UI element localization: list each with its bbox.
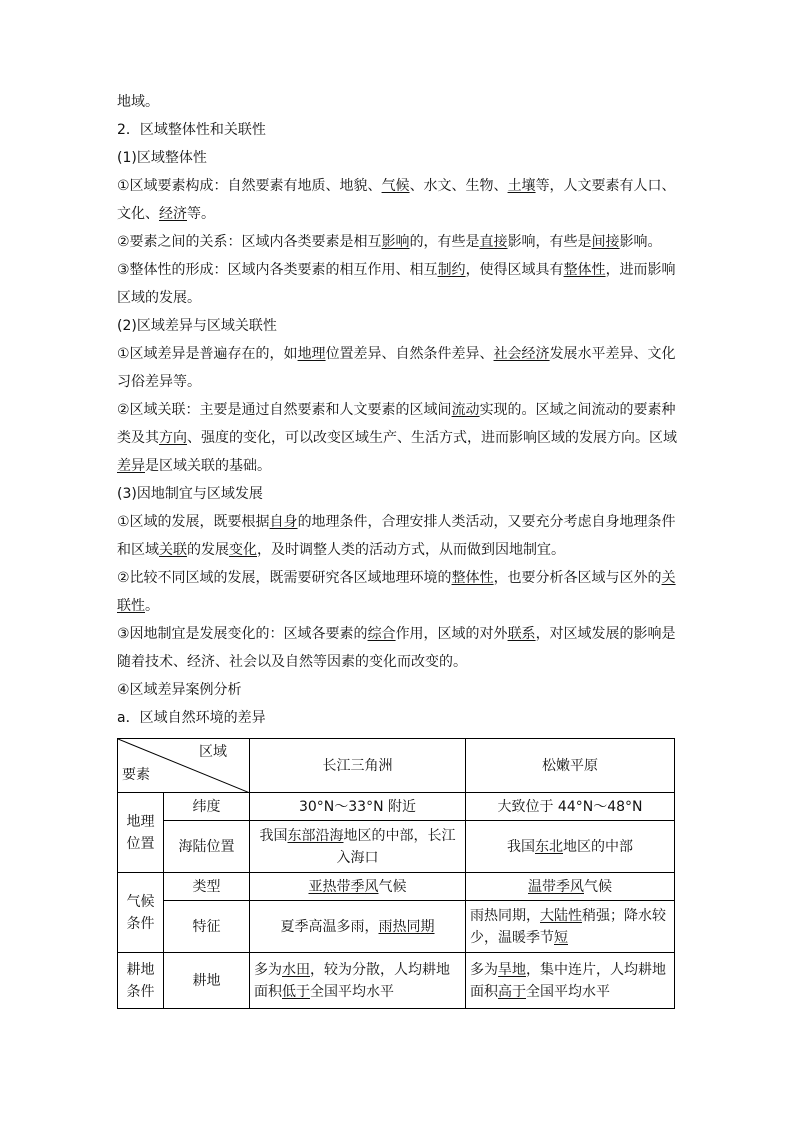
text-line <box>117 396 677 424</box>
underlined-term: 土壤 <box>507 178 536 194</box>
underlined-term: 东北 <box>535 838 563 855</box>
text-fragment: ，集中连片，人均耕地面积 <box>470 961 666 1000</box>
text-fragment: ，进而影响 <box>605 262 676 278</box>
text-line: 习俗差异等。 <box>117 374 201 390</box>
text-fragment: 稍强；降水较少，温暖季节 <box>470 907 666 946</box>
text-fragment: 作用，区域的对外 <box>395 626 508 642</box>
text-line: (2)区域差异与区域关联性 <box>117 318 277 334</box>
text-fragment: 多为 <box>254 961 282 978</box>
text-fragment: 、强度的变化，可以改变区域生产、生活方式，进而影响区域的发展方向。区域 <box>187 430 677 446</box>
cell-yangtze <box>250 953 466 1009</box>
cell-songnen <box>466 953 675 1009</box>
underlined-term: 水田 <box>282 961 310 978</box>
underlined-term: 影响 <box>381 234 410 250</box>
text-fragment: 等。 <box>187 206 215 222</box>
underlined-term: 亚热带季风 <box>308 878 379 895</box>
underlined-term: 温带季风 <box>528 878 584 895</box>
text-fragment: 等，人文要素有人口、 <box>535 178 676 194</box>
text-line <box>117 536 677 564</box>
text-fragment: 实现的。区域之间流动的要素种 <box>479 402 676 418</box>
text-fragment: 30°N～33°N 附近 <box>298 798 417 815</box>
text-fragment: 气候 <box>584 878 612 895</box>
cell-songnen <box>466 901 675 953</box>
text-fragment: ，对区域发展的影响是 <box>535 626 676 642</box>
underlined-term: 短 <box>554 929 568 946</box>
text-fragment: ，也要分析各区域与区外的 <box>493 570 662 586</box>
text-fragment: ，使得区域具有 <box>465 262 564 278</box>
text-fragment: 是区域关联的基础。 <box>145 458 271 474</box>
text-fragment: 我国 <box>507 838 535 855</box>
header-col-songnen: 松嫩平原 <box>466 739 675 793</box>
text-fragment: 。 <box>145 598 159 614</box>
sub-cell: 纬度 <box>164 793 250 821</box>
text-body <box>117 88 677 732</box>
text-fragment: 地区的中部，长江入海口 <box>336 827 456 866</box>
text-line <box>117 564 677 592</box>
text-fragment: 雨热同期， <box>470 907 540 924</box>
underlined-term: 关联 <box>159 542 187 558</box>
text-line: 区域的发展。 <box>117 290 201 306</box>
group-cell: 耕地条件 <box>118 953 164 1009</box>
text-line <box>117 452 677 480</box>
underlined-term: 高于 <box>498 983 526 1000</box>
text-fragment: 影响。 <box>619 234 662 250</box>
text-fragment: 全国平均水平 <box>526 983 610 1000</box>
text-line <box>117 592 677 620</box>
underlined-term: 地理 <box>297 346 326 362</box>
header-col-yangtze: 长江三角洲 <box>250 739 466 793</box>
text-fragment: ②要素之间的关系：区域内各类要素是相互 <box>117 234 382 250</box>
text-fragment: ③整体性的形成：区域内各类要素的相互作用、相互 <box>117 262 438 278</box>
text-line <box>117 508 677 536</box>
text-line: 随着技术、经济、社会以及自然等因素的变化而改变的。 <box>117 654 467 670</box>
sub-cell: 海陆位置 <box>164 821 250 873</box>
underlined-term: 雨热同期 <box>378 918 435 935</box>
cell-songnen <box>466 873 675 901</box>
cell-yangtze <box>250 793 466 821</box>
text-fragment: 多为 <box>470 961 498 978</box>
text-line <box>117 200 677 228</box>
underlined-term: 间接 <box>591 234 620 250</box>
cell-songnen <box>466 793 675 821</box>
text-fragment: 的，有些是 <box>409 234 480 250</box>
underlined-term: 综合 <box>367 626 396 642</box>
underlined-term: 东部沿海 <box>287 827 344 844</box>
group-cell: 地理位置 <box>118 793 164 873</box>
text-fragment: 地区的中部 <box>563 838 633 855</box>
text-fragment: ①区域差异是普遍存在的，如 <box>117 346 298 362</box>
underlined-term: 变化 <box>229 542 257 558</box>
sub-cell: 特征 <box>164 901 250 953</box>
text-fragment: 全国平均水平 <box>310 983 394 1000</box>
text-line: a．区域自然环境的差异 <box>117 710 266 726</box>
text-fragment: 的地理条件，合理安排人类活动，又要充分考虑自身地理条件 <box>297 514 676 530</box>
cell-yangtze <box>250 901 466 953</box>
underlined-term: 关 <box>661 570 676 586</box>
text-line <box>117 172 677 200</box>
sub-cell: 耕地 <box>164 953 250 1009</box>
text-line <box>117 424 677 452</box>
underlined-term: 整体性 <box>451 570 494 586</box>
text-fragment: 发展水平差异、文化 <box>549 346 676 362</box>
underlined-term: 差异 <box>117 458 145 474</box>
text-fragment: 位置差异、自然条件差异、 <box>325 346 494 362</box>
underlined-term: 联系 <box>507 626 536 642</box>
underlined-term: 自身 <box>269 514 298 530</box>
underlined-term: 流动 <box>451 402 480 418</box>
underlined-term: 旱地 <box>498 961 526 978</box>
text-line: (1)区域整体性 <box>117 150 207 166</box>
text-line: 地域。 <box>117 94 159 110</box>
text-fragment: 气候 <box>378 878 407 895</box>
text-line: 2．区域整体性和关联性 <box>117 122 266 138</box>
text-fragment: ①区域的发展，既要根据 <box>117 514 270 530</box>
text-fragment: ①区域要素构成：自然要素有地质、地貌、 <box>117 178 382 194</box>
cell-yangtze <box>250 873 466 901</box>
header-region-label: 区域 <box>199 744 227 760</box>
underlined-term: 方向 <box>159 430 187 446</box>
underlined-term: 社会经济 <box>493 346 550 362</box>
document-page <box>117 88 677 1009</box>
group-cell: 气候条件 <box>118 873 164 953</box>
cell-yangtze <box>250 821 466 873</box>
underlined-term: 低于 <box>282 983 310 1000</box>
underlined-term: 联性 <box>117 598 145 614</box>
diagonal-header-cell <box>118 739 250 793</box>
text-line: (3)因地制宜与区域发展 <box>117 486 263 502</box>
cell-songnen <box>466 821 675 873</box>
header-element-label: 要素 <box>122 767 150 783</box>
underlined-term: 气候 <box>381 178 410 194</box>
text-fragment: 文化、 <box>117 206 159 222</box>
text-line: ④区域差异案例分析 <box>117 682 242 698</box>
text-fragment: ②比较不同区域的发展，既需要研究各区域地理环境的 <box>117 570 452 586</box>
text-line <box>117 256 677 284</box>
text-line <box>117 340 677 368</box>
sub-cell: 类型 <box>164 873 250 901</box>
text-fragment: 的发展 <box>187 542 229 558</box>
text-fragment: 大致位于 44°N～48°N <box>497 798 643 815</box>
underlined-term: 经济 <box>159 206 187 222</box>
text-fragment: 我国 <box>259 827 288 844</box>
text-fragment: 夏季高温多雨， <box>280 918 379 935</box>
comparison-table <box>117 738 675 1009</box>
underlined-term: 大陆性 <box>540 907 582 924</box>
text-line <box>117 620 677 648</box>
text-fragment: ，较为分散，人均耕地面积 <box>254 961 450 1000</box>
text-fragment: 影响，有些是 <box>507 234 592 250</box>
underlined-term: 直接 <box>479 234 508 250</box>
text-line <box>117 228 677 256</box>
text-fragment: 、水文、生物、 <box>409 178 508 194</box>
text-fragment: 和区域 <box>117 542 159 558</box>
text-fragment: ③因地制宜是发展变化的：区域各要素的 <box>117 626 368 642</box>
text-fragment: ②区域关联：主要是通过自然要素和人文要素的区域间 <box>117 402 452 418</box>
text-fragment: 类及其 <box>117 430 159 446</box>
underlined-term: 整体性 <box>563 262 606 278</box>
text-fragment: ，及时调整人类的活动方式，从而做到因地制宜。 <box>257 542 565 558</box>
underlined-term: 制约 <box>437 262 466 278</box>
